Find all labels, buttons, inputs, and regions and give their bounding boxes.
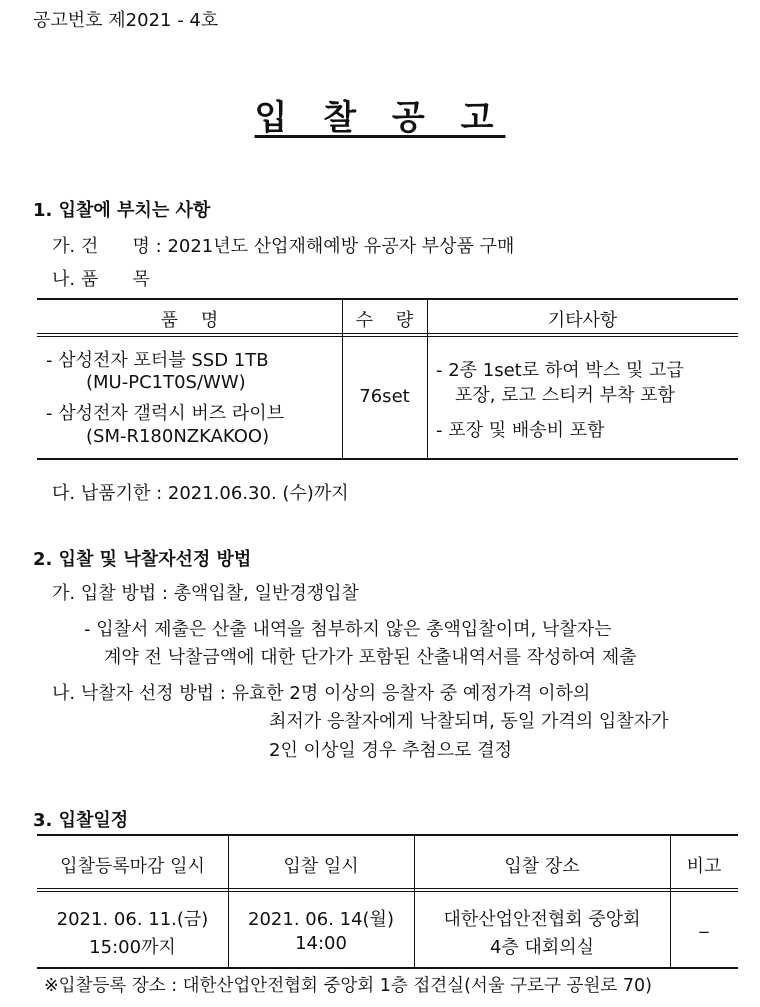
- note-value: _: [699, 913, 709, 934]
- remark-line: - 2종 1set로 하여 박스 및 고급: [436, 360, 684, 381]
- product-line: - 삼성전자 갤럭시 버즈 라이브: [46, 403, 285, 424]
- section-3-heading: 3. 입찰일정: [33, 810, 129, 831]
- bid-date: 2021. 06. 14(월): [248, 909, 394, 930]
- winner-selection-detail: 최저가 응찰자에게 낙찰되며, 동일 가격의 입찰자가: [269, 711, 669, 732]
- product-line: (MU-PC1T0S/WW): [86, 372, 246, 393]
- header-product: 품 명: [160, 310, 219, 331]
- page-title: 입 찰 공 고: [254, 98, 506, 138]
- bid-room: 4층 대회의실: [489, 937, 595, 958]
- header-deadline: 입찰등록마감 일시: [60, 856, 205, 877]
- deadline-time: 15:00까지: [89, 937, 176, 958]
- header-bid-place: 입찰 장소: [504, 856, 580, 877]
- remark-line: - 포장 및 배송비 포함: [436, 420, 605, 441]
- delivery-deadline: 다. 납품기한 : 2021.06.30. (수)까지: [52, 483, 349, 504]
- section-1-heading: 1. 입찰에 부치는 사항: [33, 200, 211, 221]
- bid-place: 대한산업안전협회 중앙회: [443, 909, 641, 930]
- bid-method-detail: 계약 전 낙찰금액에 대한 단가가 포함된 산출내역서를 작성하여 제출: [104, 647, 637, 668]
- winner-selection-detail: 2인 이상일 경우 추첨으로 결정: [269, 740, 512, 761]
- header-bid-time: 입찰 일시: [283, 856, 359, 877]
- deadline-date: 2021. 06. 11.(금): [56, 909, 209, 930]
- bid-time: 14:00: [295, 933, 347, 954]
- header-remarks: 기타사항: [547, 310, 618, 331]
- product-line: - 삼성전자 포터블 SSD 1TB: [46, 350, 269, 371]
- item-goods-label: 나. 품 목: [52, 269, 150, 290]
- item-name-line: 가. 건 명 : 2021년도 산업재해예방 유공자 부상품 구매: [52, 236, 515, 257]
- notice-number: 공고번호 제2021 - 4호: [33, 10, 219, 31]
- winner-selection: 나. 낙찰자 선정 방법 : 유효한 2명 이상의 응찰자 중 예정가격 이하의: [52, 683, 591, 704]
- bid-method: 가. 입찰 방법 : 총액입찰, 일반경쟁입찰: [52, 583, 359, 604]
- section-2-heading: 2. 입찰 및 낙찰자선정 방법: [33, 549, 252, 570]
- product-line: (SM-R180NZKAKOO): [86, 426, 270, 447]
- remark-line: 포장, 로고 스티커 부착 포함: [455, 385, 675, 406]
- quantity-value: 76set: [359, 386, 410, 407]
- header-quantity: 수 량: [355, 310, 414, 331]
- registration-footnote: ※입찰등록 장소 : 대한산업안전협회 중앙회 1층 접견실(서울 구로구 공원로 70): [44, 976, 652, 996]
- bid-method-detail: - 입찰서 제출은 산출 내역을 첨부하지 않은 총액입찰이며, 낙찰자는: [84, 619, 612, 640]
- header-note: 비고: [686, 856, 722, 877]
